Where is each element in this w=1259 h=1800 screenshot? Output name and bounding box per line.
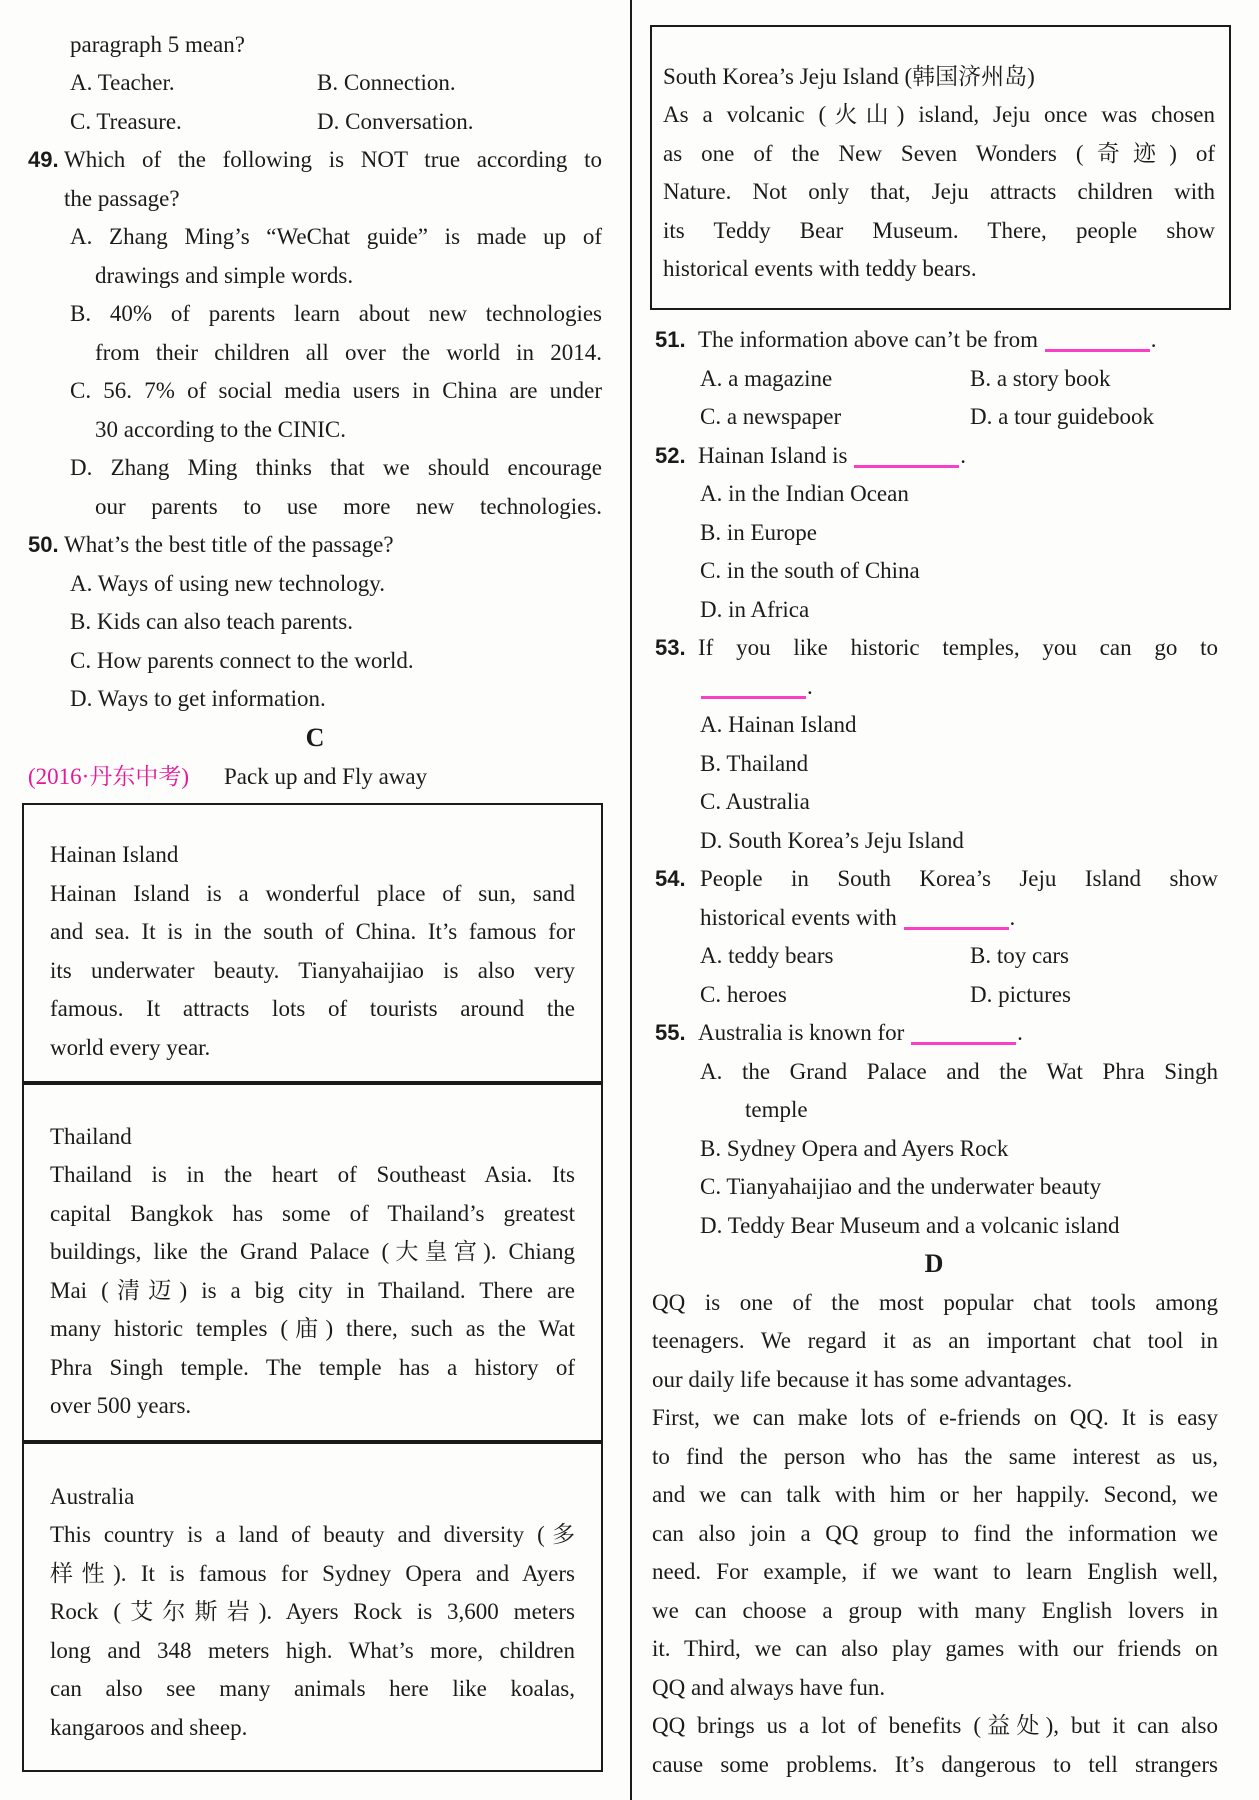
q51-opt-ab-seg1: A. a magazine xyxy=(700,366,833,391)
q53-optB: B. Thailand xyxy=(700,751,809,776)
australia-line-2: 样性). It is famous for Sydney Opera and Ayers xyxy=(50,1561,575,1586)
thailand-title: Thailand xyxy=(50,1124,132,1149)
qq-para2-line-3: and we can talk with him or her happily. Second, we xyxy=(652,1482,1218,1507)
jeju-line-3: Nature. Not only that, Jeju attracts children with xyxy=(663,179,1215,204)
q48-stem-tail: paragraph 5 mean? xyxy=(70,32,245,57)
q53-optC: C. Australia xyxy=(700,789,810,814)
q49-optB: B. 40% of parents learn about new technologies xyxy=(70,301,602,326)
q49-optA-2: drawings and simple words. xyxy=(95,263,354,288)
hainan-line-1: Hainan Island is a wonderful place of sun, sand xyxy=(50,881,575,906)
q53-stem-seg2: If you like historic temples, you can go to xyxy=(698,635,1218,660)
q54-stem-seg2: People in South Korea’s Jeju Island show xyxy=(700,866,1218,891)
q55-stem-seg2: Australia is known for . xyxy=(698,1020,1023,1045)
jeju-line-4: its Teddy Bear Museum. There, people show xyxy=(663,218,1215,243)
australia-line-5: can also see many animals here like koalas, xyxy=(50,1676,575,1701)
qq-para2-line-8: QQ and always have fun. xyxy=(652,1675,886,1700)
q55-optC: C. Tianyahaijiao and the underwater beauty xyxy=(700,1174,1102,1199)
qq-para1-line-1: QQ is one of the most popular chat tools among xyxy=(652,1290,1218,1315)
answer-blank xyxy=(854,449,959,468)
hainan-line-4: famous. It attracts lots of tourists around the xyxy=(50,996,575,1021)
q54-opt-cd-seg1: C. heroes xyxy=(700,982,787,1007)
hainan-line-5: world every year. xyxy=(50,1035,211,1060)
australia-line-4: long and 348 meters high. What’s more, children xyxy=(50,1638,575,1663)
q51-opt-ab-seg2: B. a story book xyxy=(970,366,1111,391)
q48-opt-ab-seg1: A. Teacher. xyxy=(70,70,175,95)
q49-optA: A. Zhang Ming’s “WeChat guide” is made up of xyxy=(70,224,602,249)
q53-optD: D. South Korea’s Jeju Island xyxy=(700,828,964,853)
qq-para2-line-5: need. For example, if we want to learn English well, xyxy=(652,1559,1218,1584)
q54-opt-cd-seg2: D. pictures xyxy=(970,982,1071,1007)
q53-blank: . xyxy=(700,672,813,702)
q52-optC: C. in the south of China xyxy=(700,558,920,583)
thailand-line-1: Thailand is in the heart of Southeast Asia. Its xyxy=(50,1162,575,1187)
q48-opt-cd-seg1: C. Treasure. xyxy=(70,109,182,134)
q48-opt-cd-seg2: D. Conversation. xyxy=(317,109,474,134)
q51-stem-seg2: The information above can’t be from . xyxy=(698,327,1157,352)
q53-stem-seg1: 53. xyxy=(655,635,686,660)
answer-blank xyxy=(1045,333,1150,352)
thailand-line-3: buildings, like the Grand Palace (大皇宫). Chiang xyxy=(50,1239,575,1264)
q51-opt-cd-seg2: D. a tour guidebook xyxy=(970,404,1154,429)
q50-optD: D. Ways to get information. xyxy=(70,686,326,711)
source-caption-seg2: Pack up and Fly away xyxy=(224,764,428,789)
q49-optD: D. Zhang Ming thinks that we should encourage xyxy=(70,455,602,480)
q50-stem-seg1: 50. xyxy=(28,532,59,557)
q55-optB: B. Sydney Opera and Ayers Rock xyxy=(700,1136,1009,1161)
q48-opt-ab-seg2: B. Connection. xyxy=(317,70,456,95)
q55-optD: D. Teddy Bear Museum and a volcanic island xyxy=(700,1213,1120,1238)
qq-para2-line-1: First, we can make lots of e-friends on QQ. It is easy xyxy=(652,1405,1218,1430)
q54-opt-ab-seg1: A. teddy bears xyxy=(700,943,834,968)
australia-line-1: This country is a land of beauty and diversity (多 xyxy=(50,1522,575,1547)
q49-optB-2: from their children all over the world in 2014. xyxy=(95,340,602,365)
thailand-line-6: Phra Singh temple. The temple has a history of xyxy=(50,1355,575,1380)
qq-para3-line-1: QQ brings us a lot of benefits (益处), but it can also xyxy=(652,1713,1218,1738)
thailand-line-7: over 500 years. xyxy=(50,1393,192,1418)
q52-stem-seg1: 52. xyxy=(655,443,686,468)
q49-optC-2: 30 according to the CINIC. xyxy=(95,417,347,442)
q49-stem-seg1: 49. xyxy=(28,147,59,172)
answer-blank xyxy=(701,680,806,699)
source-caption-seg1: (2016·丹东中考) xyxy=(28,764,189,789)
qq-para2-line-6: we can choose a group with many English lovers in xyxy=(652,1598,1218,1623)
q49-optC: C. 56. 7% of social media users in China are under xyxy=(70,378,602,403)
q52-optA: A. in the Indian Ocean xyxy=(700,481,909,506)
q52-stem-seg2: Hainan Island is . xyxy=(698,443,966,468)
q52-optB: B. in Europe xyxy=(700,520,817,545)
q54-stem-2: historical events with . xyxy=(700,905,1016,930)
q53-optA: A. Hainan Island xyxy=(700,712,857,737)
answer-blank xyxy=(904,911,1009,930)
qq-para3-line-2: cause some problems. It’s dangerous to tell strangers xyxy=(652,1752,1218,1777)
thailand-line-4: Mai (清迈) is a big city in Thailand. There are xyxy=(50,1278,575,1303)
q55-optA: A. the Grand Palace and the Wat Phra Singh xyxy=(700,1059,1218,1084)
q50-stem-seg2: What’s the best title of the passage? xyxy=(64,532,394,557)
q55-optA-2: temple xyxy=(745,1097,808,1122)
jeju-line-5: historical events with teddy bears. xyxy=(663,256,977,281)
q49-optD-2: our parents to use more new technologies. xyxy=(95,494,602,519)
qq-para2-line-4: can also join a QQ group to find the information we xyxy=(652,1521,1218,1546)
q50-optA: A. Ways of using new technology. xyxy=(70,571,385,596)
section-d-header: D xyxy=(924,1249,944,1278)
qq-para2-line-2: to find the person who has the same interest as us, xyxy=(652,1444,1218,1469)
jeju-line-1: As a volcanic (火山) island, Jeju once was chosen xyxy=(663,102,1215,127)
q51-opt-cd-seg1: C. a newspaper xyxy=(700,404,842,429)
q54-stem-seg1: 54. xyxy=(655,866,686,891)
thailand-line-2: capital Bangkok has some of Thailand’s greatest xyxy=(50,1201,575,1226)
qq-para1-line-2: teenagers. We regard it as an important chat tool in xyxy=(652,1328,1218,1353)
qq-para1-line-3: our daily life because it has some advantages. xyxy=(652,1367,1073,1392)
q49-stem-seg2: Which of the following is NOT true according to xyxy=(64,147,602,172)
section-c-header: C xyxy=(305,723,325,752)
australia-line-6: kangaroos and sheep. xyxy=(50,1715,248,1740)
hainan-line-3: its underwater beauty. Tianyahaijiao is also very xyxy=(50,958,575,983)
thailand-line-5: many historic temples (庙) there, such as the Wat xyxy=(50,1316,575,1341)
q55-stem-seg1: 55. xyxy=(655,1020,686,1045)
q49-stem-2: the passage? xyxy=(64,186,180,211)
q52-optD: D. in Africa xyxy=(700,597,810,622)
hainan-line-2: and sea. It is in the south of China. It’s famous for xyxy=(50,919,575,944)
hainan-title: Hainan Island xyxy=(50,842,179,867)
column-divider xyxy=(630,0,632,1800)
answer-blank xyxy=(911,1026,1016,1045)
australia-line-3: Rock (艾尔斯岩). Ayers Rock is 3,600 meters xyxy=(50,1599,575,1624)
q50-optC: C. How parents connect to the world. xyxy=(70,648,414,673)
q50-optB: B. Kids can also teach parents. xyxy=(70,609,353,634)
qq-para2-line-7: it. Third, we can also play games with our friends on xyxy=(652,1636,1218,1661)
australia-title: Australia xyxy=(50,1484,135,1509)
jeju-title: South Korea’s Jeju Island (韩国济州岛) xyxy=(663,64,1035,89)
q51-stem-seg1: 51. xyxy=(655,327,686,352)
q54-opt-ab-seg2: B. toy cars xyxy=(970,943,1070,968)
jeju-line-2: as one of the New Seven Wonders (奇迹) of xyxy=(663,141,1215,166)
